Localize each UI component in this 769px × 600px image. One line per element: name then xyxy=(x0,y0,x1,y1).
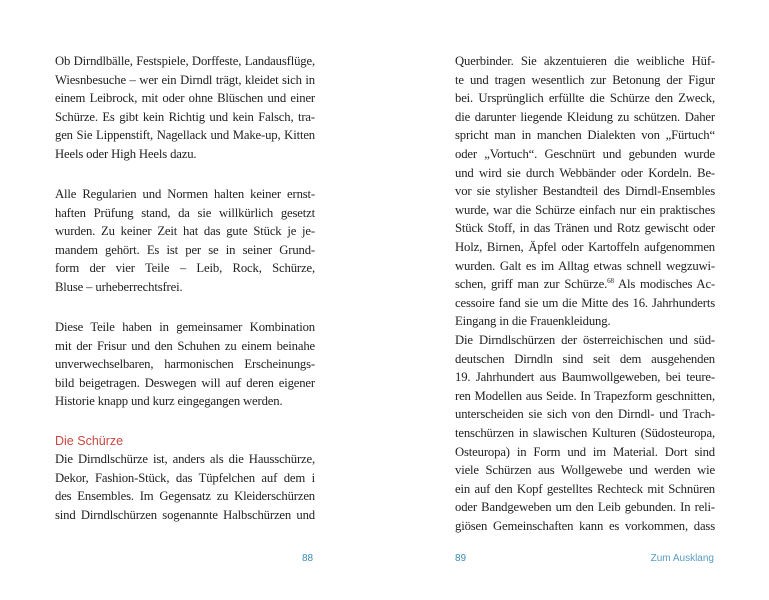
text-line: Eingang in die Frauenkleidung. xyxy=(455,314,611,329)
text-line: gen Sie Lippenstift, Nagellack und Make-up, Kitten xyxy=(55,128,315,143)
left-page xyxy=(0,0,384,600)
text-line: cessoire fand sie um die Mitte des 16. Jahrhunderts xyxy=(455,295,715,310)
text-line: wurde, war die Schürze einfach nur ein praktisches xyxy=(455,202,715,217)
paragraph xyxy=(55,450,315,524)
text-line: sind Dirndlschürzen sogenannte Halbschürzen und xyxy=(55,507,315,522)
text-line: deutschen Dirndln sind seit dem ausgehenden xyxy=(455,351,715,366)
footnote-reference[interactable]: 68 xyxy=(607,276,614,285)
text-line: unterscheiden sie sich von den Dirndl- und Trach- xyxy=(455,407,715,422)
text-line: bei. Ursprünglich erfüllte die Schürze den Zweck, xyxy=(455,91,715,106)
text-line: giösen Gemeinschaften kann es vorkommen, dass xyxy=(455,518,715,533)
text-line: mit der Frisur und den Schuhen zu einem beinahe xyxy=(55,338,315,353)
text-line: unverwechselbaren, harmonischen Erscheinungs- xyxy=(55,357,315,372)
text-line: die darunter liegende Kleidung zu schützen. Daher xyxy=(455,109,715,124)
text-line: oder „Vortuch“. Geschnürt und gebunden wurde xyxy=(455,146,715,161)
text-line: oder Bandgeweben um den Leib gebunden. In reli- xyxy=(455,500,715,515)
text-line: Alle Regularien und Normen halten keiner ernst- xyxy=(55,187,315,201)
paragraph xyxy=(455,331,715,536)
text-line: einem Leibrock, mit oder ohne Blüschen und einer xyxy=(55,91,315,106)
text-line: mandem gehört. Es ist per se in seiner Grund- xyxy=(55,242,315,257)
page-number: 88 xyxy=(302,553,314,564)
text-line: Die Dirndlschürze ist, anders als die Hausschürze, xyxy=(55,452,315,466)
text-line: viele Schürzen aus Wollgewebe und werden wie xyxy=(455,463,715,478)
text-line: Holz, Birnen, Äpfel oder Kartoffeln aufgenommen xyxy=(455,239,715,254)
text: schen, griff man zur Schürze. xyxy=(455,277,608,292)
right-page xyxy=(385,0,769,600)
text-line: Diese Teile haben in gemeinsamer Kombination xyxy=(55,320,315,334)
paragraph xyxy=(55,185,315,297)
text-line: Historie knapp und kurz eingegangen werden. xyxy=(55,394,283,409)
paragraph xyxy=(455,52,715,331)
text-line: 19. Jahrhundert aus Baumwollgeweben, bei teure- xyxy=(455,370,715,385)
section-heading: Die Schürze xyxy=(55,434,124,448)
text-line: ren Modellen aus Seide. In Trapezform geschnitten, xyxy=(455,388,715,403)
text-line: Heels oder High Heels dazu. xyxy=(55,146,197,161)
text-line: bild beigetragen. Deswegen will auf deren eigener xyxy=(55,375,315,390)
text-line: vor sie stylisher Bestandteil des Dirndl-Ensembles xyxy=(455,184,715,199)
paragraph xyxy=(55,52,315,164)
text-line: Dekor, Fashion-Stück, das Tüpfelchen auf dem i xyxy=(55,470,315,485)
text: Als modisches Ac- xyxy=(613,277,715,292)
text-line: haften Prüfung stand, da sie willkürlich gesetzt xyxy=(55,205,315,220)
footnote-line xyxy=(455,275,715,294)
text-line: form der vier Teile – Leib, Rock, Schürze, xyxy=(55,261,315,276)
text-line: Osteuropa) in Form und im Material. Dort sind xyxy=(455,444,715,459)
text-line: wurden. Zu keiner Zeit hat das gute Stück je je- xyxy=(55,224,315,239)
paragraph xyxy=(55,318,315,411)
text-line: und wird sie durch Webbänder oder Kordeln. Be- xyxy=(455,165,715,180)
text-line: tenschürzen in slawischen Kulturen (Südosteuropa, xyxy=(455,425,715,440)
text-line: des Ensembles. Im Gegensatz zu Kleiderschürzen xyxy=(55,489,315,504)
text-line: Bluse – urheberrechtsfrei. xyxy=(55,279,183,294)
text-line: Stück Stoff, in das Tränen und Rotz gewischt oder xyxy=(455,221,715,236)
text-line: spricht man in manchen Dialekten von „Fürtuch“ xyxy=(455,128,715,143)
text-line: Schürze. Es gibt kein Richtig und kein Falsch, tra- xyxy=(55,109,315,124)
text-line: Querbinder. Sie akzentuieren die weibliche Hüf- xyxy=(455,54,715,68)
text-line: Die Dirndlschürzen der österreichischen und süd- xyxy=(455,333,715,347)
running-head: Zum Ausklang xyxy=(650,553,714,564)
text-line: Wiesnbesuche – wer ein Dirndl trägt, kleidet sich in xyxy=(55,72,315,87)
text-line: wurden. Galt es im Alltag etwas schnell wegzuwi- xyxy=(455,258,715,273)
text-line: Ob Dirndlbälle, Festspiele, Dorffeste, Landausflüge, xyxy=(55,54,315,68)
text-line: ein auf den Kopf gestelltes Rechteck mit Schnüren xyxy=(455,481,715,496)
text-line: te und tragen wesentlich zur Betonung der Figur xyxy=(455,72,715,87)
page-number: 89 xyxy=(455,553,467,564)
